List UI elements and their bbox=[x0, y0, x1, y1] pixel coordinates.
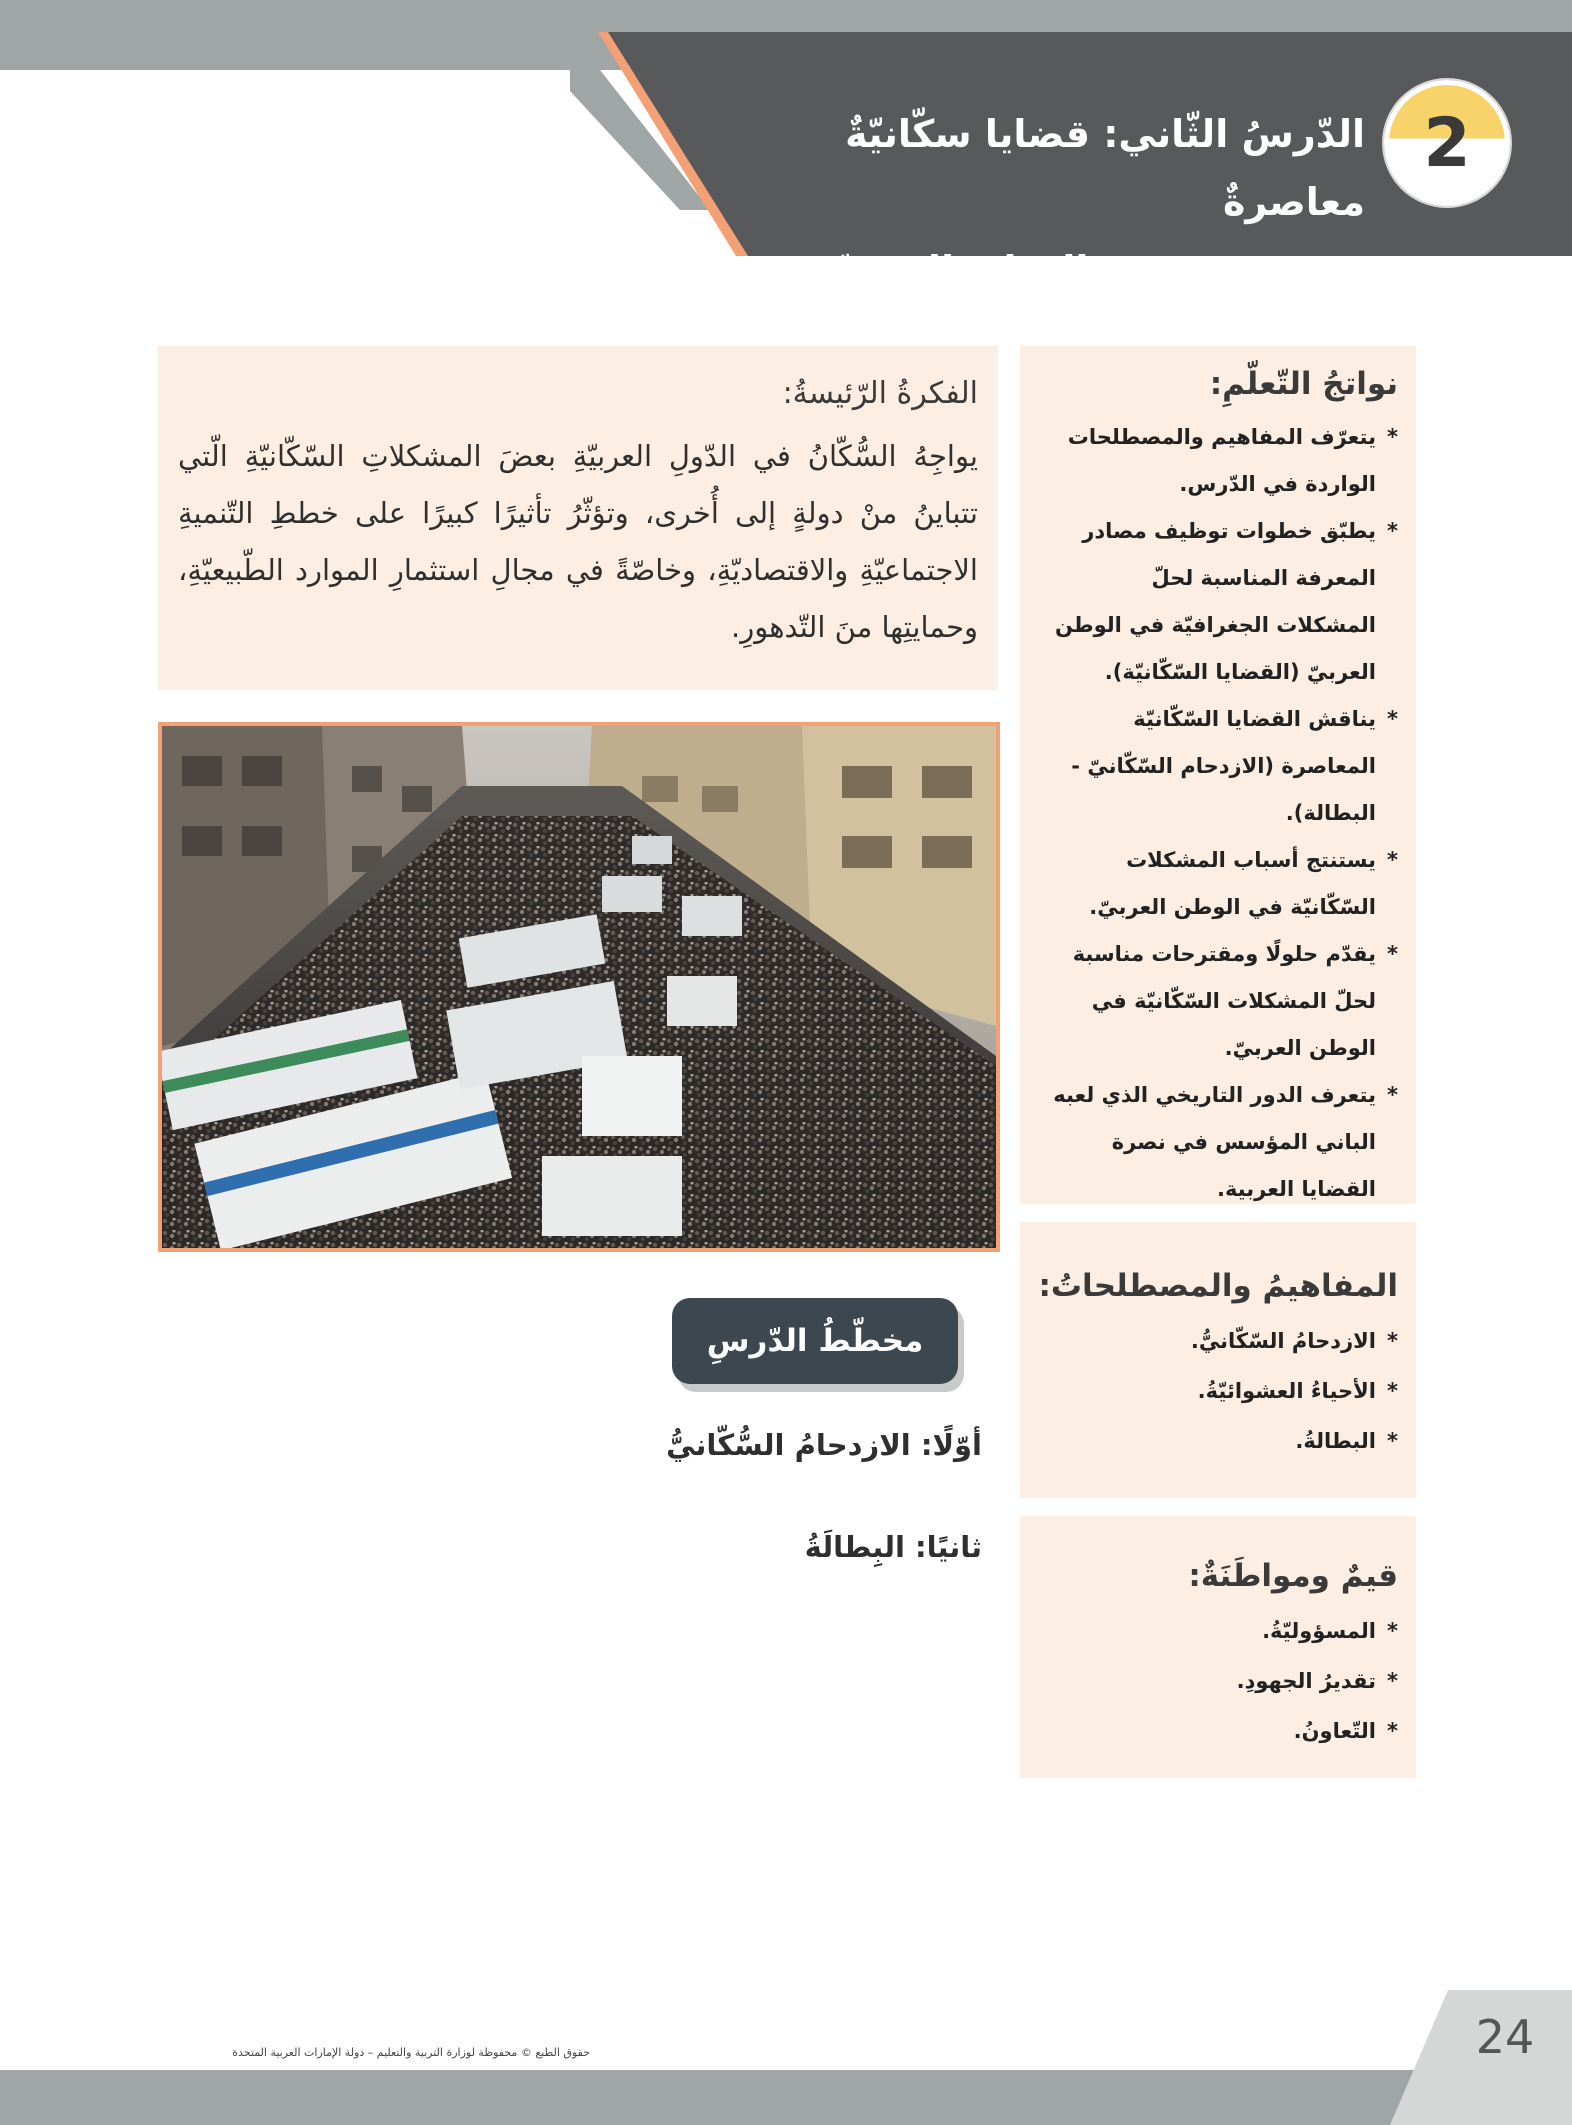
lesson-number-badge: 2 bbox=[1384, 80, 1510, 206]
main-idea-box bbox=[158, 346, 998, 690]
list-item: * تقديرُ الجهودِ. bbox=[1050, 1656, 1398, 1706]
footer-band bbox=[0, 2070, 1572, 2125]
concepts-heading: المفاهيمُ والمصطلحاتُ: bbox=[1038, 1268, 1398, 1304]
values-box bbox=[1020, 1516, 1416, 1778]
lesson-title-line2: في الوطنِ العربيِّ bbox=[829, 248, 1165, 292]
list-item: * الأحياءُ العشوائيّةُ. bbox=[1050, 1366, 1398, 1416]
lesson-plan-button[interactable]: مخطّطُ الدّرسِ bbox=[672, 1298, 958, 1384]
crowded-street-image bbox=[162, 726, 996, 1248]
values-list bbox=[1020, 1600, 1416, 1756]
list-item: * يقدّم حلولًا ومقترحات مناسبة لحلّ المشكلات السّكّانيّة في الوطن العربيّ. bbox=[1050, 931, 1398, 1072]
lesson-plan-item-1: أوّلًا: الازدحامُ السُّكّانيُّ bbox=[666, 1428, 982, 1462]
crowded-street-photo bbox=[158, 722, 1000, 1252]
lesson-title bbox=[700, 100, 1365, 304]
main-idea-heading: الفكرةُ الرّئيسةُ: bbox=[782, 376, 978, 411]
list-item: * يتعرّف المفاهيم والمصطلحات الواردة في الدّرس. bbox=[1050, 414, 1398, 508]
learning-outcomes-heading: نواتجُ التّعلّمِ: bbox=[1209, 366, 1398, 402]
list-item: * البطالةُ. bbox=[1050, 1416, 1398, 1466]
list-item: * يستنتج أسباب المشكلات السّكّانيّة في الوطن العربيّ. bbox=[1050, 837, 1398, 931]
learning-outcomes-box bbox=[1020, 346, 1416, 1204]
list-item: * يناقش القضايا السّكّانيّة المعاصرة (الازدحام السّكّانيّ - البطالة). bbox=[1050, 696, 1398, 837]
learning-outcomes-list bbox=[1020, 408, 1416, 1213]
main-idea-text: يواجِهُ السُّكّانُ في الدّولِ العربيّةِ بعضَ المشكلاتِ السّكّانيّةِ الّتي تتباينُ منْ دولةٍ إلى أُخرى، وتؤثّرُ تأثيرًا كبيرًا على خططِ التّنميةِ الاجتماعيّةِ والاقتصاديّةِ، وخاصّةً في مجالِ استثمارِ الموارد الطّبيعيّةِ، وحمايتِها منَ التّدهورِ. bbox=[178, 439, 978, 644]
list-item: * التّعاونُ. bbox=[1050, 1706, 1398, 1756]
list-item: * الازدحامُ السّكّانيُّ. bbox=[1050, 1316, 1398, 1366]
values-heading: قيمٌ ومواطَنَةٌ: bbox=[1188, 1558, 1398, 1594]
list-item: * يتعرف الدور التاريخي الذي لعبه الباني المؤسس في نصرة القضايا العربية. bbox=[1050, 1072, 1398, 1213]
lesson-title-line1: الدّرسُ الثّاني: قضايا سكّانيّةٌ معاصرةٌ bbox=[845, 112, 1365, 224]
concepts-box bbox=[1020, 1222, 1416, 1498]
concepts-list bbox=[1020, 1310, 1416, 1466]
lesson-plan-item-2: ثانيًا: البِطالَةُ bbox=[804, 1530, 982, 1564]
page-number: 24 bbox=[1475, 2010, 1535, 2064]
list-item: * يطبّق خطوات توظيف مصادر المعرفة المناسبة لحلّ المشكلات الجغرافيّة في الوطن العربيّ (القضايا السّكّانيّة). bbox=[1050, 508, 1398, 696]
list-item: * المسؤوليّةُ. bbox=[1050, 1606, 1398, 1656]
copyright-notice: حقوق الطبع © محفوظة لوزارة التربية والتعليم – دولة الإمارات العربية المتحدة bbox=[232, 2046, 590, 2059]
